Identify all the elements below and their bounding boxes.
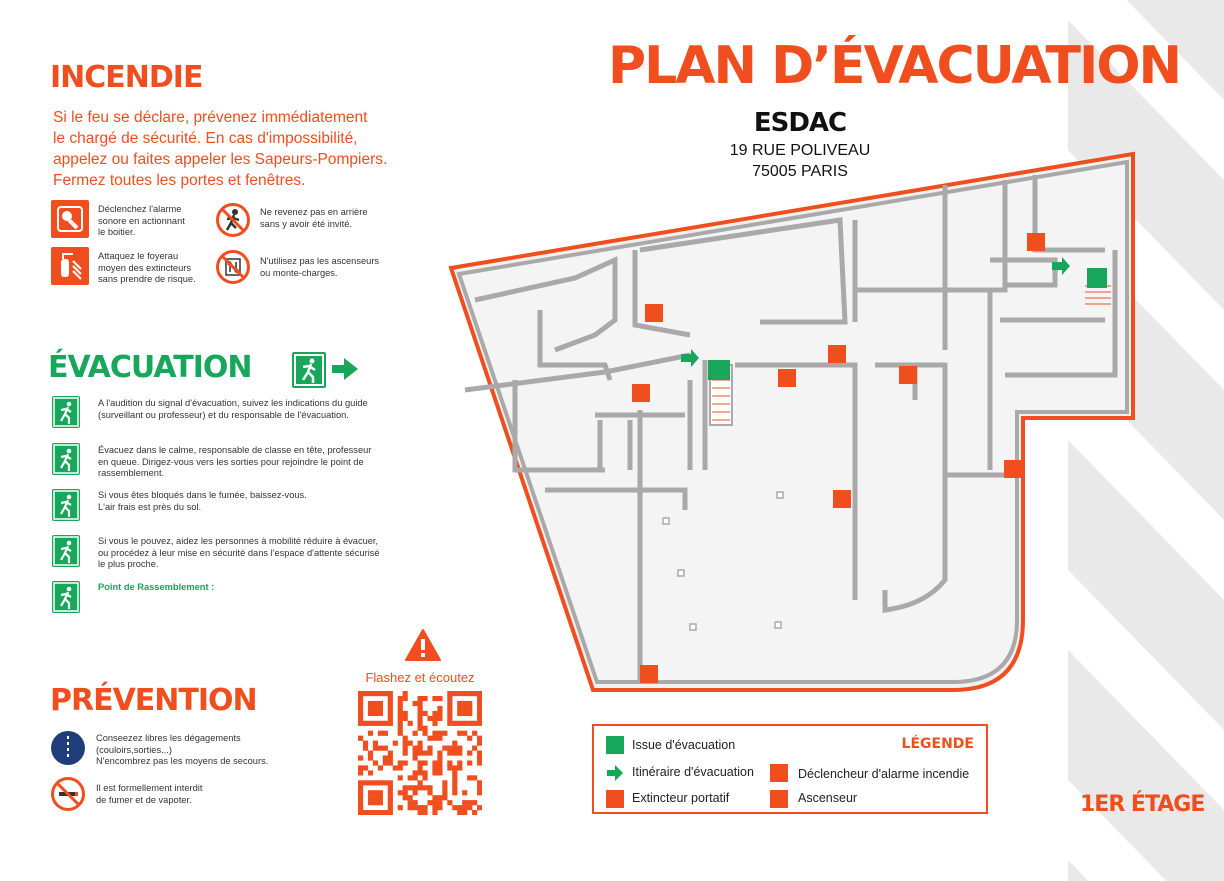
legend-heading: LÉGENDE xyxy=(901,736,974,752)
intro-line: Si le feu se déclare, prévenez immédiatement xyxy=(53,109,368,126)
alarm-button-icon xyxy=(51,200,89,238)
extinguisher-marker xyxy=(778,369,796,387)
legend-label: Extincteur portatif xyxy=(632,791,730,805)
instruction-line: sans y avoir été invité. xyxy=(260,218,352,229)
instruction-line: le boitier. xyxy=(98,227,136,237)
clear-passage-icon xyxy=(51,731,85,765)
intro-line: appelez ou faites appeler les Sapeurs-Pompiers. xyxy=(53,151,388,168)
prevention-item xyxy=(96,783,202,806)
prevention-line: de fumer et de vapoter. xyxy=(96,794,192,805)
instruction-line: N'utilisez pas les ascenseurs xyxy=(260,256,380,266)
prevention-line: N'encombrez pas les moyens de secours. xyxy=(96,756,269,766)
evacuation-heading: ÉVACUATION xyxy=(48,350,252,385)
no-smoking-icon xyxy=(51,777,85,811)
no-return-icon xyxy=(216,203,250,237)
legend-label: Itinéraire d'évacuation xyxy=(632,765,754,779)
intro-line: Fermez toutes les portes et fenêtres. xyxy=(53,172,306,189)
instruction-no-return xyxy=(260,207,368,230)
warning-icon xyxy=(404,628,442,662)
step-line: (surveillant ou professeur) et du responsable de l'évacuation. xyxy=(98,409,349,420)
prevention-heading: PRÉVENTION xyxy=(50,683,257,718)
evacuation-step xyxy=(98,536,380,571)
instruction-alarm xyxy=(98,204,185,239)
step-line: A l'audition du signal d'évacuation, suivez les indications du guide xyxy=(98,398,368,408)
evacuation-step xyxy=(98,445,371,480)
incendie-intro xyxy=(53,107,387,191)
step-line: L'air frais est près du sol. xyxy=(98,501,202,512)
extinguisher-icon xyxy=(51,247,89,285)
arrow-icon xyxy=(606,764,624,782)
step-line: Si vous le pouvez, aidez les personnes à mobilité réduire à évacuer, xyxy=(98,536,379,546)
legend xyxy=(592,724,988,814)
extinguisher-marker xyxy=(640,665,658,683)
step-line: le plus proche. xyxy=(98,559,159,569)
incendie-heading: INCENDIE xyxy=(50,60,203,95)
arrow-icon xyxy=(330,356,360,382)
evacuation-step xyxy=(98,490,307,513)
building-name: ESDAC xyxy=(753,108,847,138)
legend-label: Déclencheur d'alarme incendie xyxy=(798,767,970,781)
exit-icon xyxy=(52,535,80,567)
alarm-trigger-marker xyxy=(833,490,851,508)
building-city: 75005 PARIS xyxy=(752,163,848,180)
step-line: Si vous êtes bloqués dans le fumée, baissez-vous. xyxy=(98,490,307,500)
legend-label: Issue d'évacuation xyxy=(632,738,736,752)
alarm-trigger-icon xyxy=(770,764,788,782)
instruction-no-elevator xyxy=(260,256,379,279)
exit-icon xyxy=(52,489,80,521)
instruction-line: sonore en actionnant xyxy=(98,215,185,226)
assembly-point-label: Point de Rassemblement : xyxy=(98,582,215,592)
building-street: 19 RUE POLIVEAU xyxy=(729,142,871,159)
prevention-line: Il est formellement interdit xyxy=(96,783,203,793)
extinguisher-marker xyxy=(1027,233,1045,251)
step-line: Évacuez dans le calme, responsable de classe en tête, professeur xyxy=(98,445,372,455)
instruction-line: sans prendre de risque. xyxy=(98,274,196,284)
extinguisher-icon xyxy=(606,790,624,808)
step-line: rassemblement. xyxy=(98,468,165,478)
intro-line: le chargé de sécurité. En cas d'impossibilité, xyxy=(53,130,358,147)
legend-label: Ascenseur xyxy=(798,791,858,805)
instruction-line: Déclenchez l'alarme xyxy=(98,204,182,214)
instruction-line: Attaquez le foyerau xyxy=(98,251,179,261)
qr-code[interactable] xyxy=(358,691,482,815)
no-elevator-icon xyxy=(216,250,250,284)
prevention-item xyxy=(96,733,268,768)
step-line: en queue. Dirigez-vous vers les sorties pour rejoindre le point de xyxy=(98,456,364,467)
instruction-extinguisher xyxy=(98,251,196,286)
elevator-icon xyxy=(770,790,788,808)
exit-icon xyxy=(606,736,624,754)
instruction-line: Ne revenez pas en arrière xyxy=(260,207,368,217)
instruction-line: ou monte-charges. xyxy=(260,267,338,278)
elevator-marker xyxy=(632,384,650,402)
floor-label: 1ER ÉTAGE xyxy=(1080,792,1205,817)
exit-icon xyxy=(52,396,80,428)
exit-icon xyxy=(52,581,80,613)
page-title: PLAN D’ÉVACUATION xyxy=(608,36,1181,96)
step-line: ou procédez à leur mise en sécurité dans l'espace d'attente sécurisé xyxy=(98,547,380,558)
instruction-line: moyen des extincteurs xyxy=(98,262,192,273)
alarm-trigger-marker xyxy=(645,304,663,322)
evacuation-step xyxy=(98,398,368,421)
qr-caption: Flashez et écoutez xyxy=(365,670,475,685)
extinguisher-marker xyxy=(1004,460,1022,478)
alarm-trigger-marker xyxy=(899,366,917,384)
prevention-line: (couloirs,sorties...) xyxy=(96,744,172,755)
exit-icon xyxy=(52,443,80,475)
prevention-line: Conseezez libres les dégagements xyxy=(96,733,241,743)
extinguisher-marker xyxy=(828,345,846,363)
exit-icon xyxy=(292,352,326,388)
